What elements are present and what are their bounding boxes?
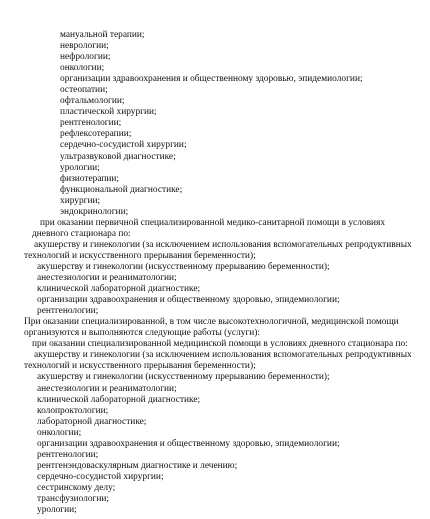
list-item: рентгенологии; <box>37 306 99 317</box>
list-item: акушерству и гинекологии (за исключением использования вспомогательных репродуктивных технологий и искусственного прерывания беременности); <box>24 239 412 261</box>
list-item: организации здравоохранения и общественному здоровью, эпидемиологии; <box>37 295 340 306</box>
section-heading-specialized: При оказании специализированной, в том числе высокотехнологичной, медицинской помощи организуются и выполняются следующие работы (услуги): <box>24 317 399 339</box>
list-a <box>24 30 416 218</box>
list-item: колопроктологии; <box>37 405 109 416</box>
list-item: эндокринологии; <box>60 206 129 217</box>
list-item: онкологии; <box>60 63 105 74</box>
list-item: рентгенологии; <box>60 118 122 129</box>
list-item: мануальной терапии; <box>60 30 145 40</box>
list-c <box>24 350 416 516</box>
list-item: рентгенэндоваскулярным диагностике и лечению; <box>37 460 238 471</box>
list-item: сестринскому делу; <box>37 482 116 493</box>
list-item: акушерству и гинекологии (искусственному прерыванию беременности); <box>37 372 330 383</box>
list-item: остеопатии; <box>60 85 108 96</box>
list-item: организации здравоохранения и общественному здоровью, эпидемиологии; <box>60 74 363 85</box>
list-item: функциональной диагностике; <box>60 184 183 195</box>
list-item: пластической хирургии; <box>60 107 157 118</box>
list-item: физиотерапии; <box>60 173 120 184</box>
list-item: неврологии; <box>60 41 109 52</box>
list-item: сердечно-сосудистой хирургии; <box>37 471 164 482</box>
list-item: сердечно-сосудистой хирургии; <box>60 140 187 151</box>
document-body <box>24 30 416 516</box>
list-item: организации здравоохранения и общественному здоровью, эпидемиологии; <box>37 438 340 449</box>
list-item: онкологии; <box>37 427 82 438</box>
list-item: урологии; <box>37 505 77 516</box>
list-b <box>24 240 416 317</box>
list-item: клинической лабораторной диагностике; <box>37 284 201 295</box>
list-item: хирургии; <box>60 195 101 206</box>
section-heading-day-primary: при оказании первичной специализированной медико-санитарной помощи в условиях дневного стационара по: <box>32 217 386 239</box>
list-item: трансфузиологии; <box>37 493 110 504</box>
list-item: ультразвуковой диагностике; <box>60 151 176 162</box>
list-item: клинической лабораторной диагностике; <box>37 394 201 405</box>
section-heading-day-specialized: при оказании специализированной медицинской помощи в условиях дневного стационара по: <box>32 339 408 350</box>
list-item: акушерству и гинекологии (искусственному прерыванию беременности); <box>37 261 330 272</box>
list-item: рентгенологии; <box>37 449 99 460</box>
list-item: офтальмологии; <box>60 96 125 107</box>
list-item: анестезиологии и реаниматологии; <box>37 273 177 284</box>
list-item: урологии; <box>60 162 100 173</box>
list-item: нефрологии; <box>60 52 111 63</box>
list-item: лабораторной диагностике; <box>37 416 147 427</box>
list-item: акушерству и гинекологии (за исключением использования вспомогательных репродуктивных технологий и искусственного прерывания беременности); <box>24 350 412 372</box>
list-item: анестезиологии и реаниматологии; <box>37 383 177 394</box>
list-item: рефлексотерапии; <box>60 129 132 140</box>
